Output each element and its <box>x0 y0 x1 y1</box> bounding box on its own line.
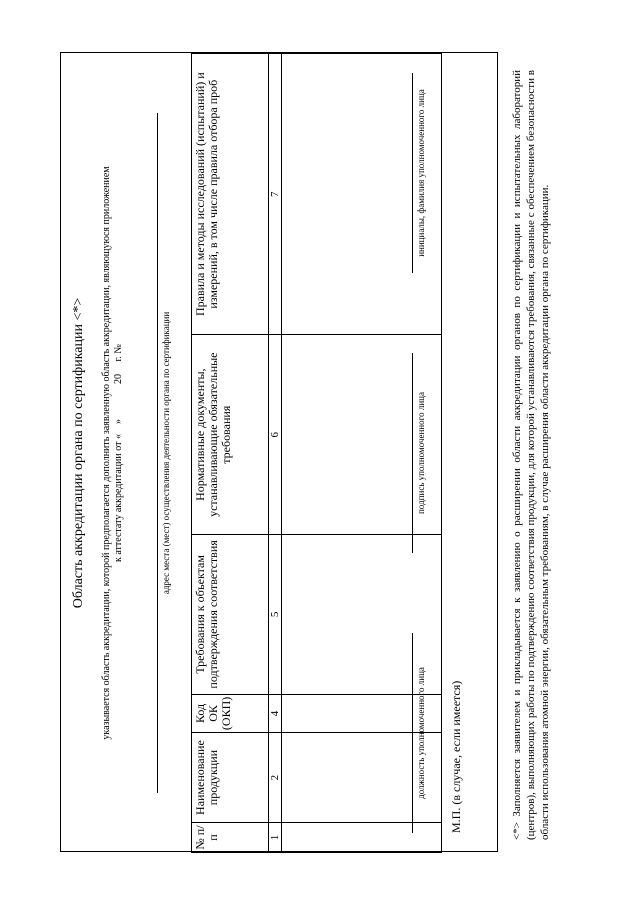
table-number-row <box>269 54 282 853</box>
header-cell: Требования к объектам подтверждения соответствия <box>192 535 269 695</box>
initials-line <box>412 73 413 273</box>
signature-line <box>412 353 413 553</box>
header-cell: Код ОК (ОКП) <box>192 694 269 732</box>
number-cell: 7 <box>269 54 282 335</box>
initials-caption: инициалы, фамилия уполномоченного лица <box>416 89 426 257</box>
header-cell: Наименование продукции <box>192 733 269 823</box>
number-cell: 1 <box>269 823 282 853</box>
table-header-row <box>192 54 269 853</box>
header-cell: Правила и методы исследований (испытаний) и измерений, в том числе правила отбора проб <box>192 54 269 335</box>
subtitle-line-1: указывается область аккредитации, которой предполагается дополнить заявленную область аккредитации, являющуюся приложением <box>101 166 112 740</box>
scope-table <box>191 53 442 853</box>
number-cell: 4 <box>269 694 282 732</box>
position-caption: должность уполномоченного лица <box>416 667 426 799</box>
header-cell: Нормативные документы, устанавливающие обязательные требования <box>192 335 269 535</box>
subtitle-line-2: к аттестату аккредитации от « » 20 г. № <box>113 344 124 562</box>
document-frame <box>60 52 498 852</box>
signature-caption: подпись уполномоченного лица <box>416 392 426 514</box>
number-cell: 2 <box>269 733 282 823</box>
subtitle <box>101 73 125 833</box>
stamp-note: М.П. (в случае, если имеется) <box>449 680 463 833</box>
number-cell: 6 <box>269 335 282 535</box>
position-line <box>412 633 413 833</box>
footnote: <*> Заполняется заявителем и прикладывается к заявлению о расширении области аккредитации органов по сертификации и испытательных лабораторий (центров), выполняющих работы по подтверждению соответствия продукции, для которой устанавливаются требования, связанные с обеспечением безопасности в области использования атомной энергии, обязательным требованиям, в случае расширения области аккредитации органа по сертификации. <box>511 70 551 840</box>
rotated-page <box>61 53 499 853</box>
document-title: Область аккредитации органа по сертификации <*> <box>71 297 86 609</box>
address-line <box>157 113 158 793</box>
address-caption: адрес места (мест) осуществления деятельности органа по сертификации <box>161 311 171 595</box>
header-cell: № п/п <box>192 823 269 853</box>
number-cell: 5 <box>269 535 282 695</box>
